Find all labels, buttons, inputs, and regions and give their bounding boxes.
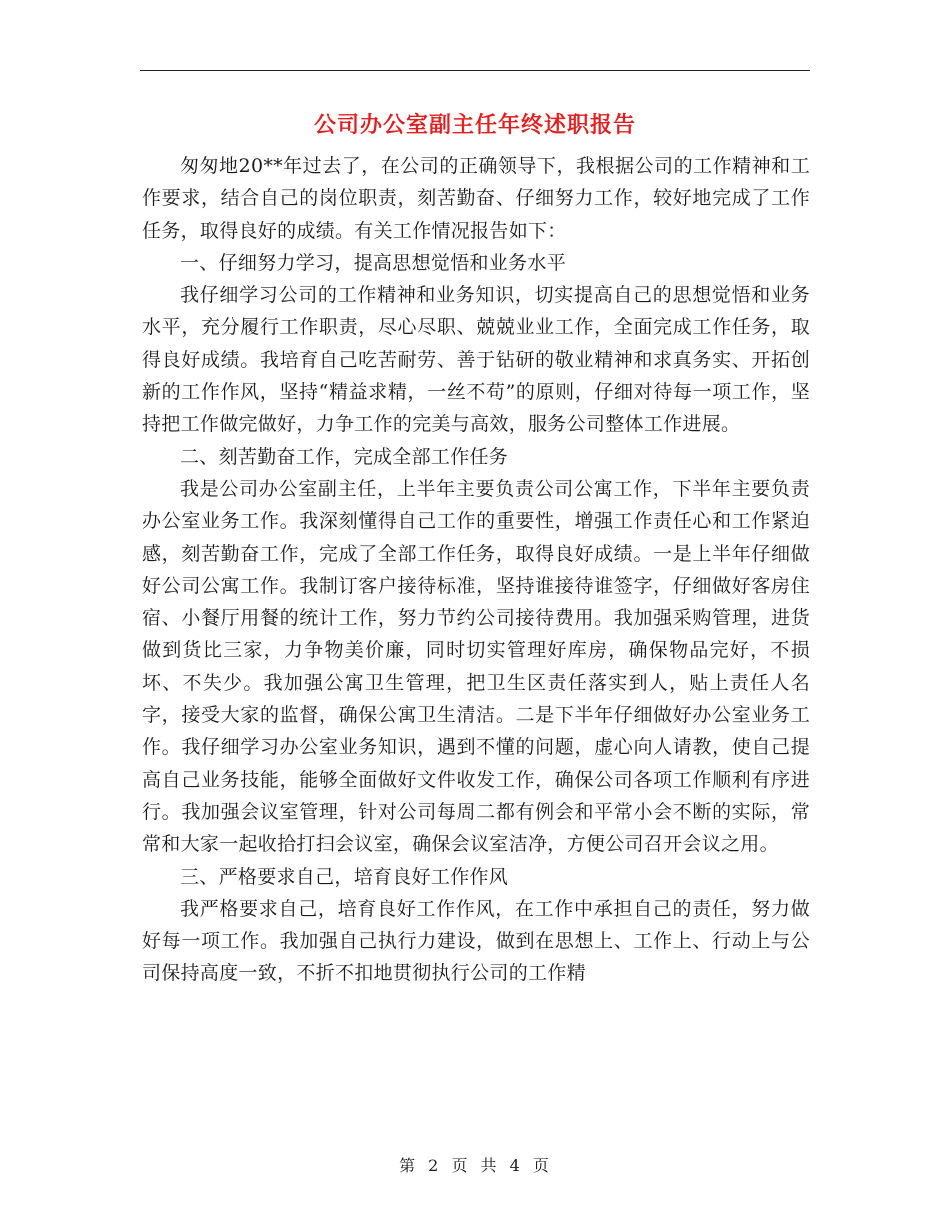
section-heading-2: 二、刻苦勤奋工作，完成全部工作任务 xyxy=(180,445,509,468)
header-rule xyxy=(140,70,810,71)
document-title: 公司办公室副主任年终述职报告 xyxy=(313,112,636,138)
section-body-3: 我严格要求自己，培育良好工作作风，在工作中承担自己的责任，努力做好每一项工作。我加强自己执行力建设，做到在思想上、工作上、行动上与公司保持高度一致，不折不扣地贯彻执行公司的工作精 xyxy=(142,897,810,985)
section-body-1: 我仔细学习公司的工作精神和业务知识，切实提高自己的思想觉悟和业务水平，充分履行工作职责，尽心尽职、兢兢业业工作，全面完成工作任务，取得良好成绩。我培育自己吃苦耐劳、善于钻研的敬业精神和求真务实、开拓创新的工作作风，坚持“精益求精，一丝不苟”的原则，仔细对待每一项工作，坚持把工作做完做好，力争工作的完美与高效，服务公司整体工作进展。 xyxy=(142,284,810,436)
section-body-2: 我是公司办公室副主任，上半年主要负责公司公寓工作，下半年主要负责办公室业务工作。我深刻懂得自己工作的重要性，增强工作责任心和工作紧迫感，刻苦勤奋工作，完成了全部工作任务，取得良好成绩。一是上半年仔细做好公司公寓工作。我制订客户接待标准，坚持谁接待谁签字，仔细做好客房住宿、小餐厅用餐的统计工作，努力节约公司接待费用。我加强采购管理，进货做到货比三家，力争物美价廉，同时切实管理好库房，确保物品完好，不损坏、不失少。我加强公寓卫生管理，把卫生区责任落实到人，贴上责任人名字，接受大家的监督，确保公寓卫生清洁。二是下半年仔细做好办公室业务工作。我仔细学习办公室业务知识，遇到不懂的问题，虚心向人请教，使自己提高自己业务技能，能够全面做好文件收发工作，确保公司各项工作顺利有序进行。我加强会议室管理，针对公司每周二都有例会和平常小会不断的实际，常常和大家一起收拾打扫会议室，确保会议室洁净，方便公司召开会议之用。 xyxy=(142,477,810,856)
document-body xyxy=(142,150,810,990)
section-heading-1: 一、仔细努力学习，提高思想觉悟和业务水平 xyxy=(180,251,567,274)
section-heading-3: 三、严格要求自己，培育良好工作作风 xyxy=(180,865,509,888)
intro-paragraph: 匆匆地20**年过去了，在公司的正确领导下，我根据公司的工作精神和工作要求，结合自己的岗位职责，刻苦勤奋、仔细努力工作，较好地完成了工作任务，取得良好的成绩。有关工作情况报告如下： xyxy=(142,155,810,242)
page-number-footer: 第 2 页 共 4 页 xyxy=(399,1156,551,1175)
